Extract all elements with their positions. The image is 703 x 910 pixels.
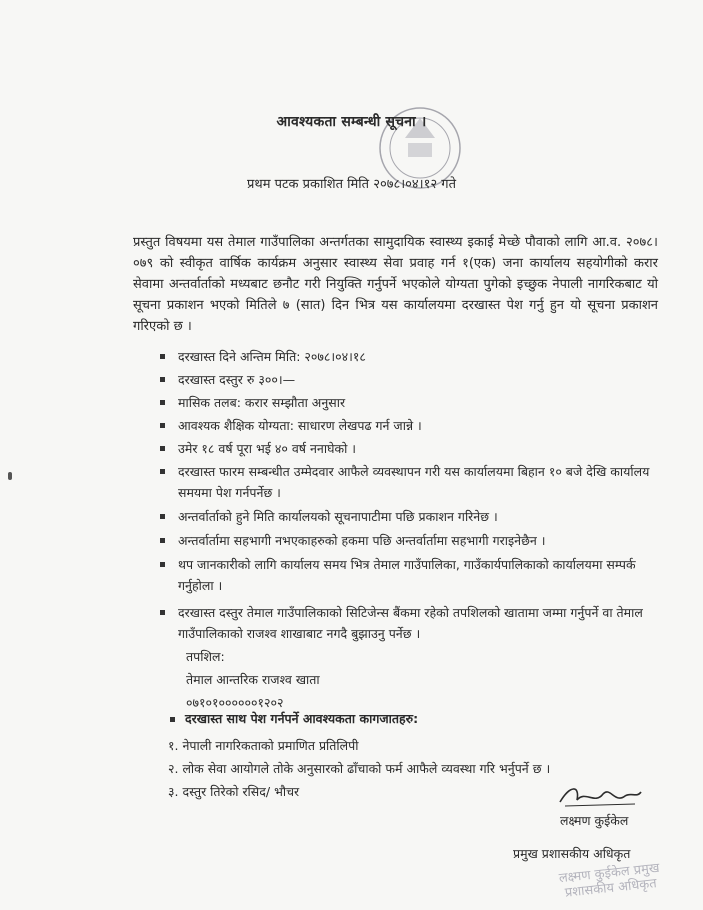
publication-date: प्रथम पटक प्रकाशित मिति २०७८।०४।१२ गते: [246, 177, 456, 192]
bullet-icon: [160, 377, 165, 382]
documents-heading: दरखास्त साथ पेश गर्नपर्ने आवश्यकता कागजातहरु:: [170, 710, 418, 727]
documents-list: [168, 734, 550, 803]
bullet-icon: [160, 469, 165, 474]
bullet-icon: [160, 400, 165, 405]
bullet-icon: [160, 514, 165, 519]
signer-name: लक्ष्मण कुईकेल: [560, 813, 629, 828]
list-item: दरखास्त दस्तुर तेमाल गाउँपालिकाको सिटिजेन्स बैंकमा रहेको तपशिलको खातामा जम्मा गर्नुपर्ने वा तेमाल गाउँपालिकाको राजश्व शाखाबाट नगदै बुझाउनु पर्नेछ ।: [160, 602, 660, 644]
bullet-icon: [160, 562, 165, 567]
list-item: दरखास्त दिने अन्तिम मिति: २०७८।०४।१८: [160, 346, 660, 367]
bullet-icon: [160, 354, 165, 359]
list-item: अन्तर्वार्तामा सहभागी नभएकाहरुको हकमा पछि अन्तर्वार्तामा सहभागी गराइनेछैन ।: [160, 530, 660, 551]
bank-account-name: तेमाल आन्तरिक राजश्व खाता: [186, 672, 320, 687]
bullet-icon: [160, 610, 165, 615]
notice-body: प्रस्तुत विषयमा यस तेमाल गाउँपालिका अन्तर्गतका सामुदायिक स्वास्थ्य इकाई मेच्छे पौवाको लागि आ.व. २०७८।०७९ को स्वीकृत वार्षिक कार्यक्रम अनुसार स्वास्थ्य सेवा प्रवाह गर्न १(एक) जना कार्यालय सहयोगीको करार सेवामा अन्तर्वार्ताको मध्यबाट छनौट गरी नियुक्ति गर्नुपर्ने भएकोले योग्यता पुगेको इच्छुक नेपाली नागरिकबाट यो सूचना प्रकाशन भएको मितिले ७ (सात) दिन भित्र यस कार्यालयमा दरखास्त पेश गर्नु हुन यो सूचना प्रकाशन गरिएको छ ।: [133, 235, 658, 334]
list-item: दरखास्त दस्तुर रु ३००।—: [160, 369, 660, 390]
bank-label: तपशिल:: [186, 649, 225, 664]
list-item: थप जानकारीको लागि कार्यालय समय भित्र तेमाल गाउँपालिका, गाउँकार्यपालिकाको कार्यालयमा सम्पर्क गर्नुहोला ।: [160, 554, 660, 596]
list-item: ३. दस्तुर तिरेको रसिद/ भौचर: [168, 784, 300, 799]
list-item: मासिक तलब: करार सम्झौता अनुसार: [160, 392, 660, 413]
handwritten-signature: [555, 780, 645, 810]
list-item: १. नेपाली नागरिकताको प्रमाणित प्रतिलिपी: [168, 738, 359, 753]
list-item: उमेर १८ वर्ष पूरा भई ४० वर्ष ननाघेको ।: [160, 438, 660, 459]
official-stamp: लक्ष्मण कुईकेल प्रमुख प्रशासकीय अधिकृत: [558, 860, 661, 901]
requirements-list: [160, 346, 660, 644]
bullet-icon: [160, 446, 165, 451]
list-item: २. लोक सेवा आयोगले तोके अनुसारको ढाँचाको फर्म आफैले व्यवस्था गरि भर्नुपर्ने छ ।: [168, 761, 551, 776]
bank-account-number: ०७१०१००००००१२०२: [186, 695, 284, 710]
list-item: दरखास्त फारम सम्बन्धीत उम्मेदवार आफैले व्यवस्थापन गरी यस कार्यालयमा बिहान १० बजे देखि कार्यालय समयमा पेश गर्नपर्नेछ ।: [160, 461, 660, 503]
signer-title: प्रमुख प्रशासकीय अधिकृत: [513, 846, 631, 861]
bank-details: [186, 645, 320, 714]
bullet-icon: [160, 423, 165, 428]
bullet-icon: [170, 717, 175, 722]
list-item: अन्तर्वार्ताको हुने मिति कार्यालयको सूचनापाटीमा पछि प्रकाशन गरिनेछ ।: [160, 506, 660, 527]
bullet-icon: [160, 538, 165, 543]
scan-speck: [8, 472, 12, 480]
notice-title: आवश्यकता सम्बन्धी सूचना ।: [276, 114, 427, 130]
list-item: आवश्यक शैक्षिक योग्यता: साधारण लेखपढ गर्न जान्ने ।: [160, 415, 660, 436]
